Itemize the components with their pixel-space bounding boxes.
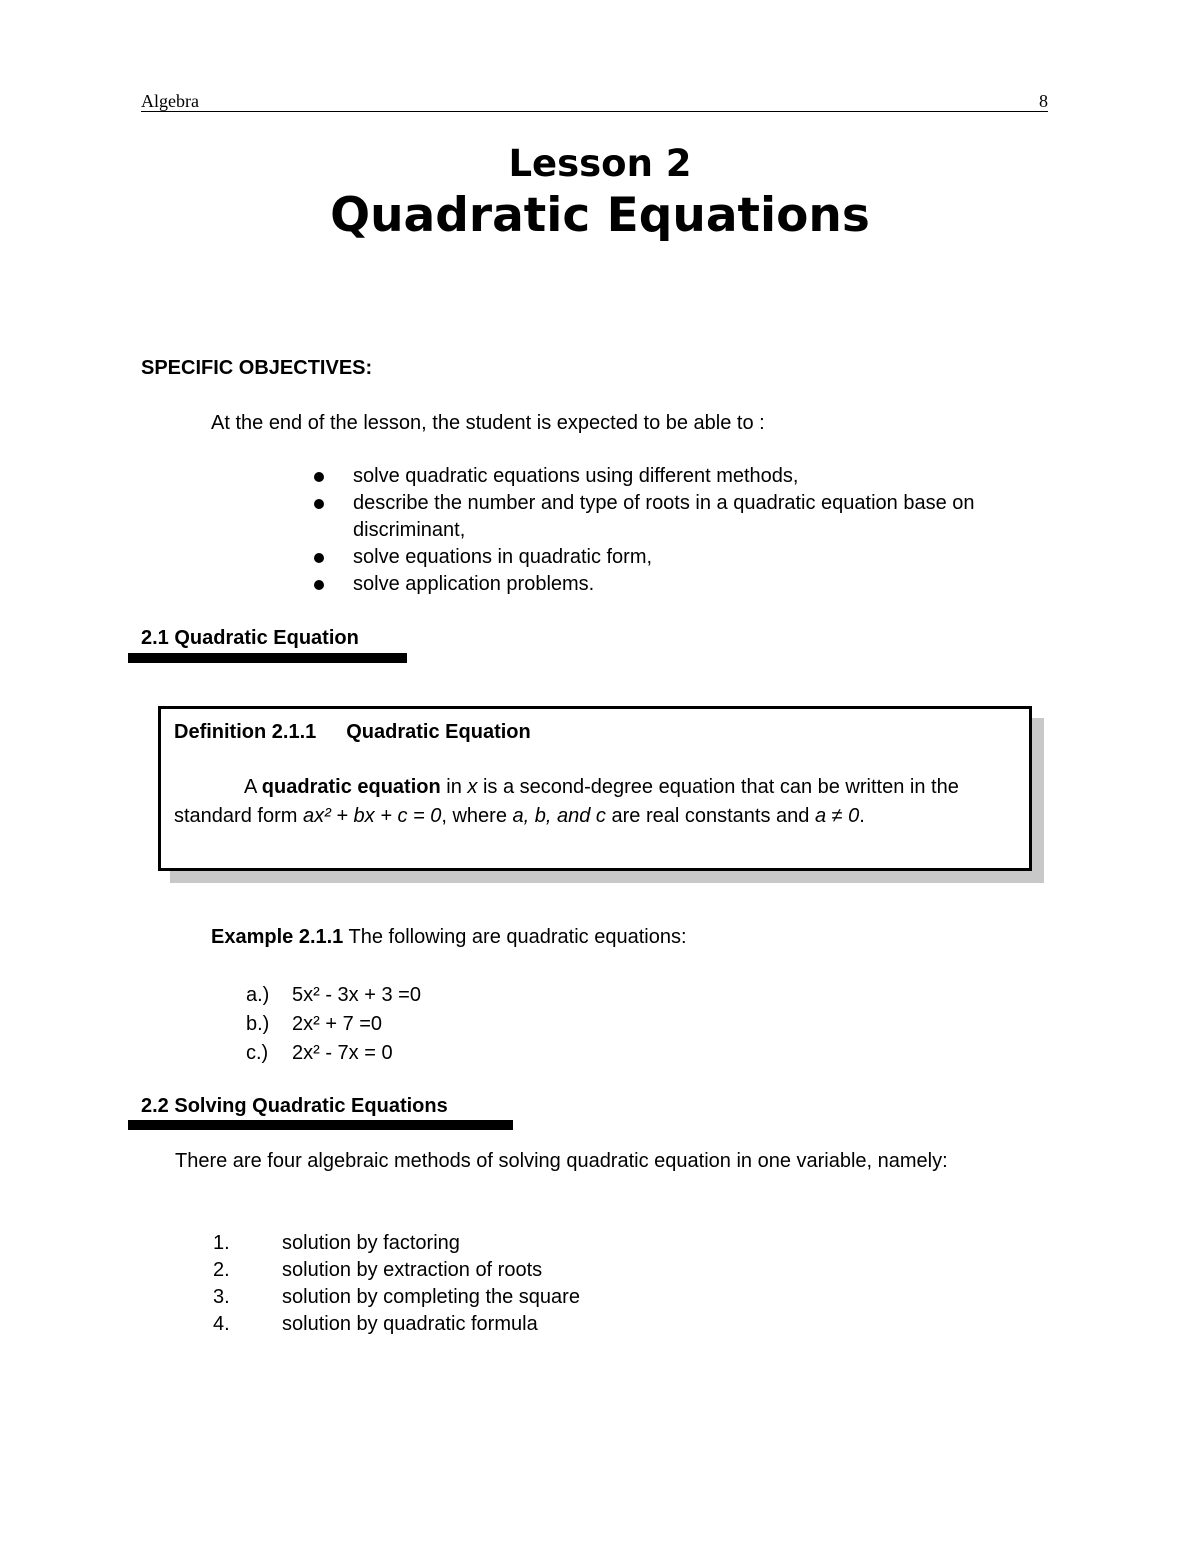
list-item: 4. solution by quadratic formula (213, 1313, 538, 1335)
bullet-icon (314, 553, 324, 563)
page-number: 8 (1039, 91, 1048, 111)
list-item: solve application problems. (314, 571, 1074, 598)
list-item: 1. solution by factoring (213, 1232, 460, 1254)
objectives-heading: SPECIFIC OBJECTIVES: (141, 357, 373, 379)
list-item: 2. solution by extraction of roots (213, 1259, 543, 1281)
methods-list (213, 1230, 580, 1338)
methods-intro: There are four algebraic methods of solving quadratic equation in one variable, namely: (175, 1150, 948, 1172)
section-underline (128, 1120, 513, 1130)
definition-text: A quadratic equation in x is a second-degree equation that can be written in the standard form ax² + bx + c = 0, where a, b, and c are real constants and a ≠ 0. (174, 776, 959, 827)
section-heading-2-1: 2.1 Quadratic Equation (141, 627, 359, 649)
list-item: describe the number and type of roots in a quadratic equation base on discriminant, (314, 490, 1074, 544)
example-line: Example 2.1.1 The following are quadratic equations: (211, 926, 687, 948)
definition-box (158, 706, 1032, 871)
running-header (141, 91, 1048, 112)
list-item: 3. solution by completing the square (213, 1286, 580, 1308)
bullet-icon (314, 580, 324, 590)
example-equations (246, 981, 421, 1068)
list-item: c.) 2x² - 7x = 0 (246, 1042, 393, 1064)
objectives-intro: At the end of the lesson, the student is expected to be able to : (211, 412, 765, 434)
list-item: solve quadratic equations using different methods, (314, 463, 1074, 490)
section-underline (128, 653, 407, 663)
bullet-icon (314, 499, 324, 509)
objectives-list (314, 463, 1074, 598)
definition-title: Definition 2.1.1 Quadratic Equation (174, 721, 531, 743)
header-subject: Algebra (141, 91, 199, 111)
list-item: a.) 5x² - 3x + 3 =0 (246, 984, 421, 1006)
section-heading-2-2: 2.2 Solving Quadratic Equations (141, 1095, 448, 1117)
list-item: solve equations in quadratic form, (314, 544, 1074, 571)
page-title: Quadratic Equations (330, 188, 870, 243)
lesson-number: Lesson 2 (508, 142, 692, 185)
list-item: b.) 2x² + 7 =0 (246, 1013, 383, 1035)
bullet-icon (314, 472, 324, 482)
